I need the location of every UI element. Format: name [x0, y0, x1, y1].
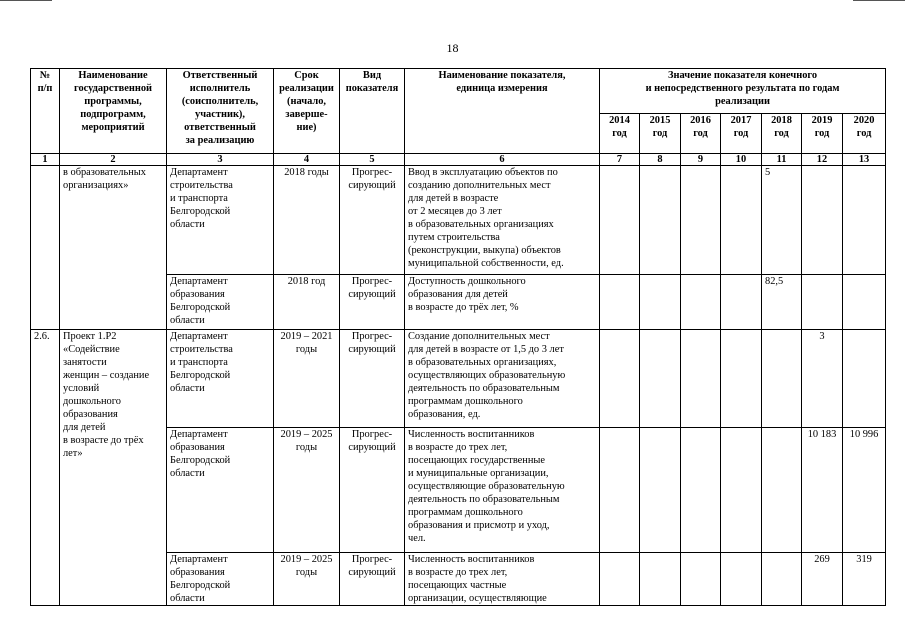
- header-indicator: Наименование показателя, единица измерения: [405, 69, 600, 154]
- column-number: 10: [721, 154, 762, 166]
- row-value: [600, 166, 640, 275]
- header-program: Наименование государственной программы, подпрограмм, мероприятий: [60, 69, 167, 154]
- row-value: 10 183: [802, 428, 843, 553]
- row-value: [843, 330, 886, 428]
- row-value: [681, 275, 721, 330]
- row-value: 319: [843, 553, 886, 606]
- row-value: [681, 553, 721, 606]
- column-number: 2: [60, 154, 167, 166]
- row-responsible: Департамент образования Белгородской области: [167, 553, 274, 606]
- page-edge-line-right: [853, 0, 905, 1]
- row-value: [681, 166, 721, 275]
- row-kind: Прогрес- сирующий: [340, 330, 405, 428]
- row-indicator: Численность воспитанников в возрасте до трех лет, посещающих частные организации, осуществляющие: [405, 553, 600, 606]
- row-kind: Прогрес- сирующий: [340, 275, 405, 330]
- header-kind: Вид показателя: [340, 69, 405, 154]
- row-value: [802, 166, 843, 275]
- header-responsible: Ответственный исполнитель (соисполнитель, участник), ответственный за реализацию: [167, 69, 274, 154]
- row-value: [762, 330, 802, 428]
- row-value: 82,5: [762, 275, 802, 330]
- column-number: 5: [340, 154, 405, 166]
- row-num: [31, 166, 60, 330]
- column-number: 8: [640, 154, 681, 166]
- header-row: [31, 69, 886, 114]
- row-kind: Прогрес- сирующий: [340, 428, 405, 553]
- row-responsible: Департамент строительства и транспорта Белгородской области: [167, 330, 274, 428]
- row-value: [721, 428, 762, 553]
- header-num: № п/п: [31, 69, 60, 154]
- row-value: [600, 330, 640, 428]
- row-value: [721, 553, 762, 606]
- row-value: [681, 428, 721, 553]
- row-indicator: Численность воспитанников в возрасте до трех лет, посещающих государственные и муниципальные организации, осуществляющие образовательную деятельность по образовательным программам дошкольного образования и присмотр и уход, чел.: [405, 428, 600, 553]
- column-number: 7: [600, 154, 640, 166]
- row-term: 2019 – 2021 годы: [274, 330, 340, 428]
- row-num: 2.6.: [31, 330, 60, 606]
- row-value: [762, 428, 802, 553]
- row-value: [640, 330, 681, 428]
- header-year: 2018 год: [762, 114, 802, 154]
- row-value: 3: [802, 330, 843, 428]
- row-kind: Прогрес- сирующий: [340, 553, 405, 606]
- row-term: 2018 годы: [274, 166, 340, 275]
- row-value: [721, 166, 762, 275]
- row-value: [640, 428, 681, 553]
- row-term: 2019 – 2025 годы: [274, 428, 340, 553]
- row-program: Проект 1.Р2 «Содействие занятости женщин – создание условий дошкольного образования для детей в возрасте до трёх лет»: [60, 330, 167, 606]
- column-numbers-row: [31, 154, 886, 166]
- row-value: 269: [802, 553, 843, 606]
- table-row: [31, 166, 886, 275]
- page-top-edge: [0, 0, 905, 2]
- page-number: 18: [446, 41, 459, 55]
- row-value: 10 996: [843, 428, 886, 553]
- row-value: [762, 553, 802, 606]
- row-value: [802, 275, 843, 330]
- row-value: [600, 275, 640, 330]
- header-year: 2014 год: [600, 114, 640, 154]
- row-responsible: Департамент образования Белгородской области: [167, 275, 274, 330]
- row-indicator: Ввод в эксплуатацию объектов по созданию дополнительных мест для детей в возрасте от 2 месяцев до 3 лет в образовательных организациях путем строительства (реконструкции, выкупа) объектов муниципальной собственности, ед.: [405, 166, 600, 275]
- row-value: [600, 428, 640, 553]
- header-year: 2017 год: [721, 114, 762, 154]
- page-edge-line-left: [0, 0, 52, 1]
- header-values: Значение показателя конечного и непосредственного результата по годам реализации: [600, 69, 886, 114]
- row-value: [640, 166, 681, 275]
- row-indicator: Доступность дошкольного образования для детей в возрасте до трёх лет, %: [405, 275, 600, 330]
- column-number: 13: [843, 154, 886, 166]
- header-year: 2015 год: [640, 114, 681, 154]
- row-value: 5: [762, 166, 802, 275]
- row-value: [843, 275, 886, 330]
- column-number: 12: [802, 154, 843, 166]
- header-year: 2016 год: [681, 114, 721, 154]
- row-term: 2018 год: [274, 275, 340, 330]
- column-number: 9: [681, 154, 721, 166]
- header-term: Срок реализации (начало, заверше- ние): [274, 69, 340, 154]
- row-responsible: Департамент строительства и транспорта Белгородской области: [167, 166, 274, 275]
- column-number: 1: [31, 154, 60, 166]
- column-number: 6: [405, 154, 600, 166]
- indicator-table: [30, 68, 886, 606]
- row-value: [721, 330, 762, 428]
- column-number: 11: [762, 154, 802, 166]
- row-value: [640, 553, 681, 606]
- row-indicator: Создание дополнительных мест для детей в возрасте от 1,5 до 3 лет в образовательных организациях, осуществляющих образовательную деятельность по образовательным программам дошкольного образования, ед.: [405, 330, 600, 428]
- row-value: [600, 553, 640, 606]
- header-year: 2019 год: [802, 114, 843, 154]
- header-year: 2020 год: [843, 114, 886, 154]
- row-value: [640, 275, 681, 330]
- column-number: 3: [167, 154, 274, 166]
- row-value: [681, 330, 721, 428]
- row-kind: Прогрес- сирующий: [340, 166, 405, 275]
- row-term: 2019 – 2025 годы: [274, 553, 340, 606]
- column-number: 4: [274, 154, 340, 166]
- row-program: в образовательных организациях»: [60, 166, 167, 330]
- row-responsible: Департамент образования Белгородской области: [167, 428, 274, 553]
- row-value: [843, 166, 886, 275]
- table-row: [31, 330, 886, 428]
- row-value: [721, 275, 762, 330]
